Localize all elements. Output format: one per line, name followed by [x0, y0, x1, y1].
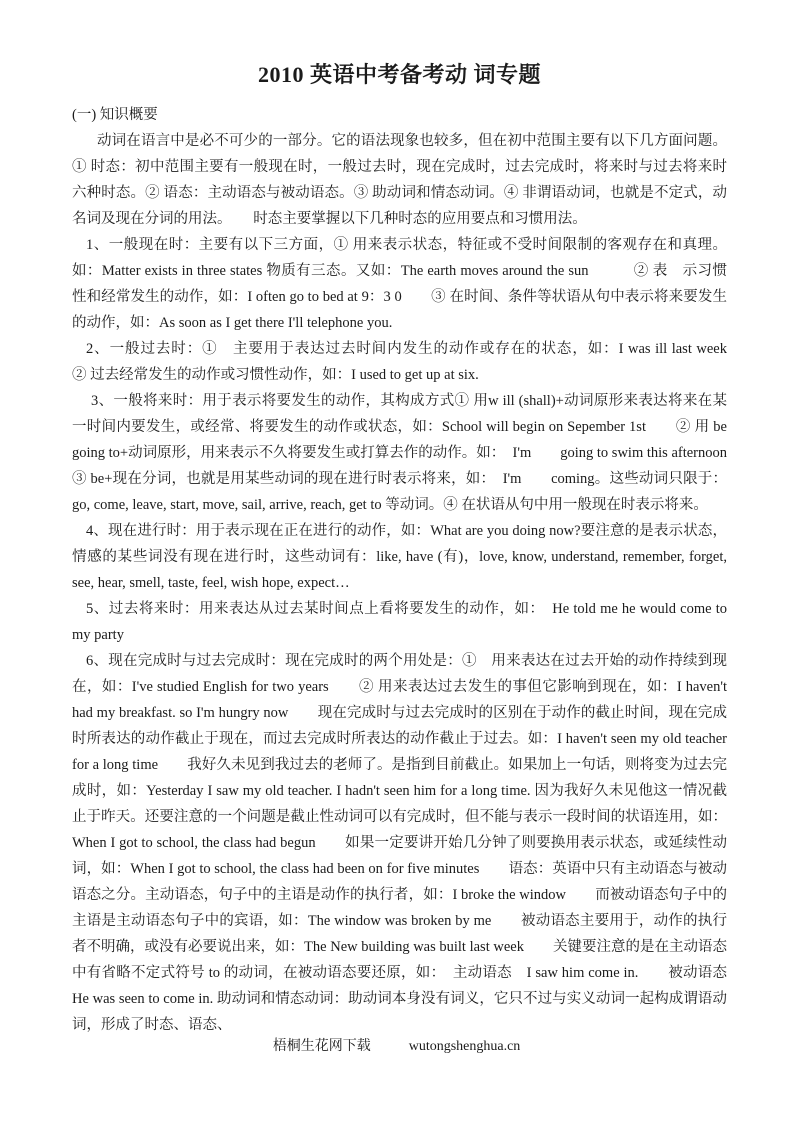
page-footer	[0, 1034, 793, 1060]
paragraph-perfect-tenses-and-voice: 6、现在完成时与过去完成时：现在完成时的两个用处是：① 用来表达在过去开始的动作持续到现在，如：I've studied English for two years ② 用来表达过去发生的事但它影响到现在，如：I haven't had my breakfast. so I'm hungry now 现在完成时与过去完成时的区别在于动作的截止时间，现在完成时所表达的动作截止于现在，而过去完成时所表达的动作截止于过去。如：I haven't seen my old teacher for a long time 我好久未见到我过去的老师了。是指到目前截止。如果加上一句话，则将变为过去完成时，如：Yesterday I saw my old teacher. I hadn't seen him for a long time. 因为我好久未见他这一情况截止于昨天。还要注意的一个问题是截止性动词可以有完成时，但不能与表示一段时间的状语连用，如：When I got to school, the class had begun 如果一定要讲开始几分钟了则要换用表示状态，或延续性动词，如：When I got to school, the class had been on for five minutes 语态：英语中只有主动语态与被动语态之分。主动语态，句子中的主语是动作的执行者，如：I broke the window 而被动语态句子中的主语是主动语态句子中的宾语，如：The window was broken by me 被动语态主要用于，动作的执行者不明确，或没有必要说出来，如：The New building was built last week 关键要注意的是在主动语态中有省略不定式符号 to 的动词，在被动语态要还原，如： 主动语态 I saw him come in. 被动语态 He was seen to come in. 助动词和情态动词：助动词本身没有词义，它只不过与实义动词一起构成谓语动词，形成了时态、语态、	[72, 653, 742, 1033]
document-title: 2010 英语中考备考动 词专题	[257, 62, 541, 87]
paragraph-intro: 动词在语言中是必不可少的一部分。它的语法现象也较多，但在初中范围主要有以下几方面问题。① 时态：初中范围主要有一般现在时，一般过去时，现在完成时，过去完成时，将来时与过去将来时六种时态。② 语态：主动语态与被动语态。③ 助动词和情态动词。④ 非谓语动词，也就是不定式，动名词及现在分词的用法。 时态主要掌握以下几种时态的应用要点和习惯用法。	[72, 133, 727, 227]
document-body	[72, 102, 757, 1038]
paragraph-simple-future: 3、一般将来时：用于表示将要发生的动作，其构成方式① 用w ill (shall)+动词原形来表达将来在某一时间内要发生，或经常、将要发生的动作或状态，如：School will begin on Sepember 1st ② 用 be going to+动词原形，用来表示不久将要发生或打算去作的动作。如： I'm going to swim this afternoon ③ be+现在分词，也就是用某些动词的现在进行时表示将来，如： I'm coming。这些动词只限于：go, come, leave, start, move, sail, arrive, reach, get to 等动词。④ 在状语从句中用一般现在时表示将来。	[72, 393, 757, 513]
footer-site-name: 梧桐生花网下载	[272, 1039, 371, 1054]
paragraph-present-continuous: 4、现在进行时：用于表示现在正在进行的动作，如：What are you doing now?要注意的是表示状态，情感的某些词没有现在进行时，这些动词有：like, have (有)，love, know, understand, remember, forget, see, hear, smell, taste, feel, wish hope, expect…	[72, 523, 727, 591]
section-heading: (一) 知识概要	[72, 107, 158, 123]
footer-site-url: wutongshenghua.cn	[408, 1039, 521, 1054]
paragraph-past-future: 5、过去将来时：用来表达从过去某时间点上看将要发生的动作，如： He told me he would come to my party	[72, 601, 727, 643]
paragraph-simple-present: 1、一般现在时：主要有以下三方面，① 用来表示状态，特征或不受时间限制的客观存在和真理。如：Matter exists in three states 物质有三态。又如：The earth moves around the sun ② 表 示习惯性和经常发生的动作，如：I often go to bed at 9：3 0 ③ 在时间、条件等状语从句中表示将来要发生的动作，如：As soon as I get there I'll telephone you.	[72, 237, 727, 331]
paragraph-simple-past: 2、一般过去时：① 主要用于表达过去时间内发生的动作或存在的状态，如：I was ill last week ② 过去经常发生的动作或习惯性动作，如：I used to get up at six.	[72, 341, 756, 383]
